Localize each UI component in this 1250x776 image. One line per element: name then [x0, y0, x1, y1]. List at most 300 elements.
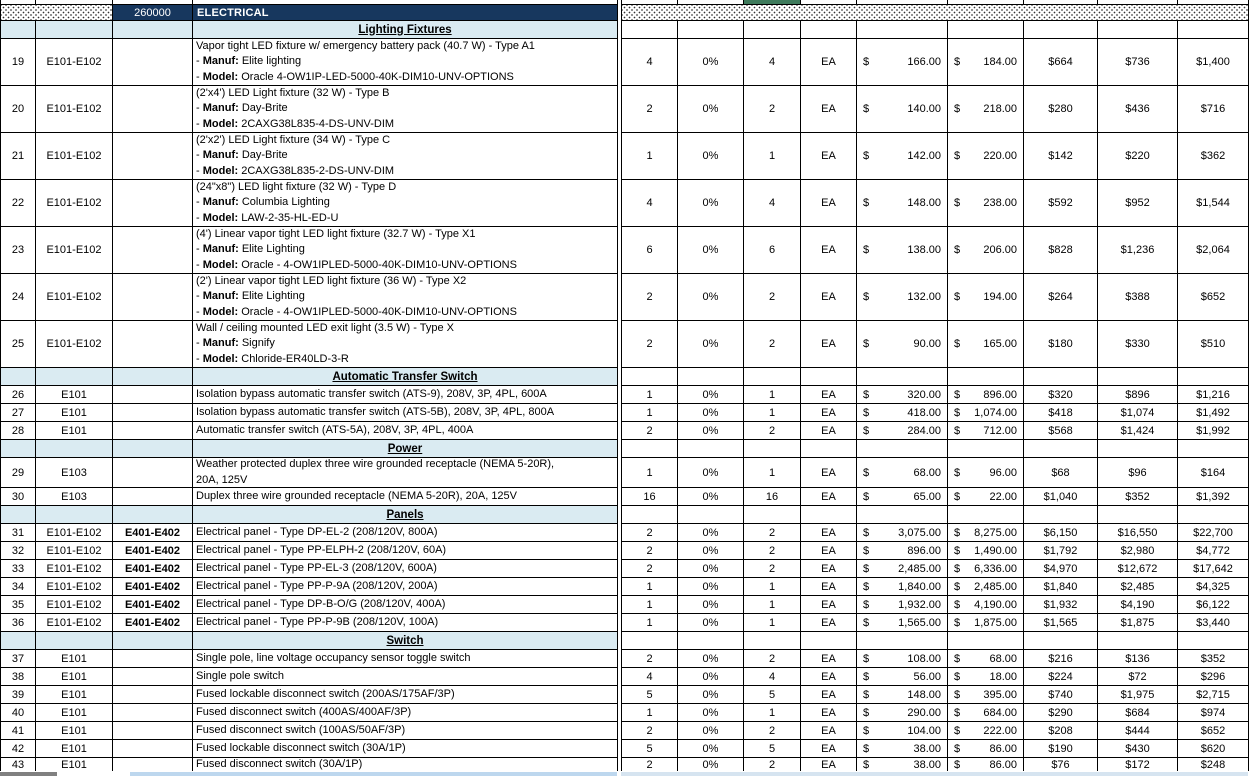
cell-sheet-ref[interactable]: E101-E102 [36, 39, 113, 86]
cell-row-number[interactable]: 29 [1, 458, 36, 488]
cell-row-number[interactable]: 25 [1, 321, 36, 368]
cell-line-total[interactable]: $1,400 [1178, 39, 1249, 86]
empty-cell[interactable] [801, 632, 857, 650]
cell-waste-pct[interactable]: 0% [678, 596, 744, 614]
cell-material-unit-cost[interactable] [857, 180, 948, 227]
cell-material-total[interactable]: $1,040 [1024, 488, 1098, 506]
empty-cell[interactable] [857, 21, 948, 39]
cell-unit[interactable]: EA [801, 321, 857, 368]
empty-cell[interactable] [744, 440, 801, 458]
cell-description[interactable] [193, 758, 618, 772]
empty-cell[interactable] [948, 632, 1024, 650]
cell-labor-unit-cost[interactable] [948, 578, 1024, 596]
cell-labor-unit-cost[interactable] [948, 404, 1024, 422]
cell-row-number[interactable]: 23 [1, 227, 36, 274]
cell-description[interactable] [193, 524, 618, 542]
cell-sheet-ref[interactable]: E101 [36, 650, 113, 668]
empty-cell[interactable] [801, 440, 857, 458]
cell-qty[interactable]: 2 [622, 524, 678, 542]
cell-sheet-ref[interactable]: E101 [36, 422, 113, 440]
cell-qty[interactable]: 1 [622, 596, 678, 614]
cell-total-qty[interactable]: 2 [744, 560, 801, 578]
cell-description[interactable] [193, 404, 618, 422]
cell-panel-ref[interactable] [113, 368, 193, 386]
cell-labor-total[interactable]: $220 [1098, 133, 1178, 180]
cell-labor-unit-cost[interactable] [948, 704, 1024, 722]
cell-line-total[interactable]: $4,325 [1178, 578, 1249, 596]
cell-sheet-ref[interactable]: E101-E102 [36, 133, 113, 180]
cell-waste-pct[interactable]: 0% [678, 133, 744, 180]
cell-waste-pct[interactable]: 0% [678, 86, 744, 133]
cell-row-number[interactable]: 21 [1, 133, 36, 180]
empty-cell[interactable] [1178, 506, 1249, 524]
cell-waste-pct[interactable]: 0% [678, 488, 744, 506]
cell-panel-ref[interactable] [113, 133, 193, 180]
cell-unit[interactable]: EA [801, 404, 857, 422]
cell-row-number[interactable]: 39 [1, 686, 36, 704]
cell-sheet-ref[interactable]: E101-E102 [36, 274, 113, 321]
cell-row-number[interactable]: 22 [1, 180, 36, 227]
cell-waste-pct[interactable]: 0% [678, 458, 744, 488]
cell-unit[interactable]: EA [801, 704, 857, 722]
cell-waste-pct[interactable]: 0% [678, 274, 744, 321]
empty-cell[interactable] [1098, 506, 1178, 524]
cell-material-total[interactable]: $76 [1024, 758, 1098, 772]
empty-cell[interactable] [622, 368, 678, 386]
empty-cell[interactable] [622, 440, 678, 458]
cell-labor-unit-cost[interactable] [948, 524, 1024, 542]
cell-sheet-ref[interactable]: E101-E102 [36, 542, 113, 560]
cell-waste-pct[interactable]: 0% [678, 180, 744, 227]
cell-material-unit-cost[interactable] [857, 524, 948, 542]
cell-sheet-ref[interactable]: E101-E102 [36, 524, 113, 542]
cell-waste-pct[interactable]: 0% [678, 758, 744, 772]
empty-cell[interactable] [1098, 632, 1178, 650]
cell-sheet-ref[interactable] [36, 21, 113, 39]
cell-waste-pct[interactable]: 0% [678, 668, 744, 686]
cell-total-qty[interactable]: 1 [744, 704, 801, 722]
cell-total-qty[interactable]: 2 [744, 722, 801, 740]
cell-material-total[interactable]: $6,150 [1024, 524, 1098, 542]
cell-material-total[interactable]: $1,932 [1024, 596, 1098, 614]
cell-panel-ref[interactable] [113, 404, 193, 422]
empty-cell[interactable] [1178, 632, 1249, 650]
cell-description[interactable] [193, 422, 618, 440]
cell-description[interactable] [193, 386, 618, 404]
cell-unit[interactable]: EA [801, 133, 857, 180]
section-title[interactable]: Switch [193, 632, 618, 650]
cell-material-unit-cost[interactable] [857, 86, 948, 133]
cell-material-total[interactable]: $208 [1024, 722, 1098, 740]
cell-description[interactable] [193, 650, 618, 668]
cell-labor-total[interactable]: $12,672 [1098, 560, 1178, 578]
cell-unit[interactable]: EA [801, 422, 857, 440]
cell-material-total[interactable]: $1,840 [1024, 578, 1098, 596]
cell-labor-total[interactable]: $684 [1098, 704, 1178, 722]
cell-panel-ref[interactable] [113, 274, 193, 321]
cell-row-number[interactable] [1, 506, 36, 524]
empty-cell[interactable] [1098, 368, 1178, 386]
cell-total-qty[interactable]: 2 [744, 422, 801, 440]
empty-cell[interactable] [857, 440, 948, 458]
empty-cell[interactable] [857, 506, 948, 524]
empty-cell[interactable] [1024, 632, 1098, 650]
cell-labor-total[interactable]: $1,074 [1098, 404, 1178, 422]
cell-labor-total[interactable]: $2,485 [1098, 578, 1178, 596]
cell-waste-pct[interactable]: 0% [678, 39, 744, 86]
cell-labor-unit-cost[interactable] [948, 227, 1024, 274]
cell-labor-total[interactable]: $72 [1098, 668, 1178, 686]
cell-row-number[interactable] [1, 21, 36, 39]
cell-panel-ref[interactable] [113, 21, 193, 39]
cell-waste-pct[interactable]: 0% [678, 740, 744, 758]
cell-labor-unit-cost[interactable] [948, 722, 1024, 740]
cell-qty[interactable]: 2 [622, 758, 678, 772]
cell-line-total[interactable]: $974 [1178, 704, 1249, 722]
cell-description[interactable] [193, 39, 618, 86]
cell-panel-ref[interactable] [113, 386, 193, 404]
cell-material-unit-cost[interactable] [857, 560, 948, 578]
cell-material-total[interactable]: $142 [1024, 133, 1098, 180]
cell-waste-pct[interactable]: 0% [678, 404, 744, 422]
empty-cell[interactable] [948, 368, 1024, 386]
cost-code-cell[interactable]: 260000 [113, 5, 193, 21]
cell-total-qty[interactable]: 1 [744, 578, 801, 596]
cell-sheet-ref[interactable]: E103 [36, 488, 113, 506]
cell-labor-unit-cost[interactable] [948, 668, 1024, 686]
cell-qty[interactable]: 2 [622, 560, 678, 578]
cell-qty[interactable]: 2 [622, 542, 678, 560]
cell-unit[interactable]: EA [801, 596, 857, 614]
cell-row-number[interactable]: 20 [1, 86, 36, 133]
cell-total-qty[interactable]: 1 [744, 596, 801, 614]
cell-row-number[interactable]: 43 [1, 758, 36, 772]
cell-total-qty[interactable]: 5 [744, 686, 801, 704]
cell-row-number[interactable]: 19 [1, 39, 36, 86]
cell-qty[interactable]: 4 [622, 668, 678, 686]
cell-qty[interactable]: 1 [622, 404, 678, 422]
cell-row-number[interactable] [1, 632, 36, 650]
cell-sheet-ref[interactable]: E101 [36, 404, 113, 422]
cell-sheet-ref[interactable]: E101 [36, 704, 113, 722]
cell-total-qty[interactable]: 1 [744, 458, 801, 488]
cell-total-qty[interactable]: 2 [744, 650, 801, 668]
cell-material-total[interactable]: $664 [1024, 39, 1098, 86]
cell-labor-total[interactable]: $96 [1098, 458, 1178, 488]
cell-material-total[interactable]: $4,970 [1024, 560, 1098, 578]
cell-line-total[interactable]: $296 [1178, 668, 1249, 686]
cell-row-number[interactable]: 34 [1, 578, 36, 596]
division-title-cell[interactable]: ELECTRICAL [193, 5, 618, 21]
cell-line-total[interactable]: $22,700 [1178, 524, 1249, 542]
cell-qty[interactable]: 1 [622, 386, 678, 404]
cell-total-qty[interactable]: 2 [744, 86, 801, 133]
cell-waste-pct[interactable]: 0% [678, 524, 744, 542]
cell-panel-ref[interactable] [113, 506, 193, 524]
cell-material-total[interactable]: $290 [1024, 704, 1098, 722]
cell-description[interactable] [193, 596, 618, 614]
cell-row-number[interactable]: 26 [1, 386, 36, 404]
empty-cell[interactable] [948, 21, 1024, 39]
cell-total-qty[interactable]: 5 [744, 740, 801, 758]
cell-sheet-ref[interactable]: E101 [36, 722, 113, 740]
cell-material-total[interactable]: $568 [1024, 422, 1098, 440]
cell-material-unit-cost[interactable] [857, 488, 948, 506]
empty-cell[interactable] [801, 506, 857, 524]
cell-material-total[interactable]: $1,565 [1024, 614, 1098, 632]
cell-qty[interactable]: 2 [622, 422, 678, 440]
cell-sheet-ref[interactable]: E101 [36, 686, 113, 704]
cell-labor-unit-cost[interactable] [948, 321, 1024, 368]
cell-qty[interactable]: 5 [622, 686, 678, 704]
cell-panel-ref[interactable] [113, 321, 193, 368]
empty-cell[interactable] [948, 440, 1024, 458]
cell-qty[interactable]: 1 [622, 578, 678, 596]
cell-row-number[interactable]: 27 [1, 404, 36, 422]
cell-row-number[interactable]: 37 [1, 650, 36, 668]
cell-material-total[interactable]: $190 [1024, 740, 1098, 758]
cell-unit[interactable]: EA [801, 578, 857, 596]
cell-material-unit-cost[interactable] [857, 686, 948, 704]
cell-line-total[interactable]: $2,715 [1178, 686, 1249, 704]
cell-qty[interactable]: 4 [622, 180, 678, 227]
cell-unit[interactable]: EA [801, 758, 857, 772]
cell-labor-unit-cost[interactable] [948, 39, 1024, 86]
cell-unit[interactable]: EA [801, 488, 857, 506]
cell-sheet-ref[interactable]: E101-E102 [36, 86, 113, 133]
cell-description[interactable] [193, 704, 618, 722]
cell-qty[interactable]: 16 [622, 488, 678, 506]
cell-panel-ref[interactable] [113, 758, 193, 772]
cell-row-number[interactable]: 38 [1, 668, 36, 686]
cell-waste-pct[interactable]: 0% [678, 542, 744, 560]
cell-qty[interactable]: 2 [622, 722, 678, 740]
cell-material-unit-cost[interactable] [857, 274, 948, 321]
cell-panel-ref[interactable] [113, 650, 193, 668]
cell-line-total[interactable]: $716 [1178, 86, 1249, 133]
cell-total-qty[interactable]: 2 [744, 274, 801, 321]
cell-waste-pct[interactable]: 0% [678, 560, 744, 578]
cell-sheet-ref[interactable]: E101-E102 [36, 596, 113, 614]
cell-labor-unit-cost[interactable] [948, 686, 1024, 704]
cell-labor-total[interactable]: $330 [1098, 321, 1178, 368]
empty-cell[interactable] [857, 632, 948, 650]
cell-total-qty[interactable]: 1 [744, 614, 801, 632]
cell-material-unit-cost[interactable] [857, 740, 948, 758]
cell-row-number[interactable]: 40 [1, 704, 36, 722]
cell-line-total[interactable]: $352 [1178, 650, 1249, 668]
cell-panel-ref[interactable]: E401-E402 [113, 560, 193, 578]
cell-material-unit-cost[interactable] [857, 704, 948, 722]
cell-row-number[interactable]: 24 [1, 274, 36, 321]
empty-cell[interactable] [744, 21, 801, 39]
empty-cell[interactable] [744, 506, 801, 524]
empty-cell[interactable] [622, 21, 678, 39]
cell-labor-unit-cost[interactable] [948, 758, 1024, 772]
cell-sheet-ref[interactable]: E101 [36, 386, 113, 404]
cell-sheet-ref[interactable]: E101-E102 [36, 180, 113, 227]
cell-qty[interactable]: 1 [622, 133, 678, 180]
cell-labor-unit-cost[interactable] [948, 650, 1024, 668]
cell-line-total[interactable]: $1,392 [1178, 488, 1249, 506]
cell-qty[interactable]: 2 [622, 321, 678, 368]
cell-panel-ref[interactable] [113, 632, 193, 650]
cell-description[interactable] [193, 668, 618, 686]
cell-waste-pct[interactable]: 0% [678, 722, 744, 740]
empty-cell[interactable] [678, 368, 744, 386]
empty-cell[interactable] [857, 368, 948, 386]
cell-material-total[interactable]: $216 [1024, 650, 1098, 668]
cell-unit[interactable]: EA [801, 458, 857, 488]
cell-line-total[interactable]: $17,642 [1178, 560, 1249, 578]
cell-panel-ref[interactable]: E401-E402 [113, 578, 193, 596]
cell-labor-total[interactable]: $1,875 [1098, 614, 1178, 632]
empty-cell[interactable] [678, 21, 744, 39]
cell-material-unit-cost[interactable] [857, 422, 948, 440]
cell-labor-total[interactable]: $436 [1098, 86, 1178, 133]
cell-line-total[interactable]: $164 [1178, 458, 1249, 488]
cell-description[interactable] [193, 321, 618, 368]
cell-labor-total[interactable]: $388 [1098, 274, 1178, 321]
empty-cell[interactable] [1178, 440, 1249, 458]
cell-labor-unit-cost[interactable] [948, 596, 1024, 614]
cell-material-unit-cost[interactable] [857, 596, 948, 614]
cell-waste-pct[interactable]: 0% [678, 422, 744, 440]
empty-cell[interactable] [1178, 21, 1249, 39]
cell-labor-unit-cost[interactable] [948, 386, 1024, 404]
cell-sheet-ref[interactable]: E101-E102 [36, 614, 113, 632]
cell-material-unit-cost[interactable] [857, 542, 948, 560]
cell-sheet-ref[interactable] [36, 440, 113, 458]
cell-waste-pct[interactable]: 0% [678, 578, 744, 596]
cell-total-qty[interactable]: 16 [744, 488, 801, 506]
empty-cell[interactable] [801, 368, 857, 386]
cell-panel-ref[interactable] [113, 488, 193, 506]
empty-cell[interactable] [1024, 440, 1098, 458]
cell-material-total[interactable]: $1,792 [1024, 542, 1098, 560]
cell-labor-unit-cost[interactable] [948, 422, 1024, 440]
cell-row-number[interactable]: 32 [1, 542, 36, 560]
cell-material-total[interactable]: $828 [1024, 227, 1098, 274]
cell-waste-pct[interactable]: 0% [678, 704, 744, 722]
empty-cell[interactable] [1098, 440, 1178, 458]
cell-total-qty[interactable]: 4 [744, 668, 801, 686]
cell-unit[interactable]: EA [801, 524, 857, 542]
cell-row-number[interactable]: 41 [1, 722, 36, 740]
cell-material-total[interactable]: $264 [1024, 274, 1098, 321]
cell-material-unit-cost[interactable] [857, 758, 948, 772]
cell-waste-pct[interactable]: 0% [678, 227, 744, 274]
cell-labor-unit-cost[interactable] [948, 274, 1024, 321]
cell-row-number[interactable]: 31 [1, 524, 36, 542]
cell-labor-total[interactable]: $444 [1098, 722, 1178, 740]
cell-labor-total[interactable]: $1,975 [1098, 686, 1178, 704]
cell-material-unit-cost[interactable] [857, 386, 948, 404]
cell-waste-pct[interactable]: 0% [678, 614, 744, 632]
cell-panel-ref[interactable]: E401-E402 [113, 524, 193, 542]
cell-row-number[interactable]: 36 [1, 614, 36, 632]
cell-line-total[interactable]: $620 [1178, 740, 1249, 758]
cell-description[interactable] [193, 542, 618, 560]
cell-qty[interactable]: 1 [622, 458, 678, 488]
cell-unit[interactable]: EA [801, 227, 857, 274]
cell-panel-ref[interactable] [113, 722, 193, 740]
cell-labor-total[interactable]: $16,550 [1098, 524, 1178, 542]
cell-labor-total[interactable]: $1,424 [1098, 422, 1178, 440]
cell-unit[interactable]: EA [801, 386, 857, 404]
cell-material-total[interactable]: $224 [1024, 668, 1098, 686]
cell-labor-unit-cost[interactable] [948, 458, 1024, 488]
cell-material-unit-cost[interactable] [857, 614, 948, 632]
cell-unit[interactable]: EA [801, 614, 857, 632]
cell-line-total[interactable]: $4,772 [1178, 542, 1249, 560]
cell-labor-unit-cost[interactable] [948, 740, 1024, 758]
cell-labor-unit-cost[interactable] [948, 542, 1024, 560]
cell-description[interactable] [193, 614, 618, 632]
cell-panel-ref[interactable] [113, 422, 193, 440]
empty-cell[interactable] [1024, 506, 1098, 524]
section-title[interactable]: Power [193, 440, 618, 458]
cell-unit[interactable]: EA [801, 180, 857, 227]
cell-panel-ref[interactable]: E401-E402 [113, 542, 193, 560]
cell-description[interactable] [193, 458, 618, 488]
cell-qty[interactable]: 5 [622, 740, 678, 758]
cell-labor-total[interactable]: $736 [1098, 39, 1178, 86]
empty-cell[interactable] [678, 506, 744, 524]
cell-panel-ref[interactable] [113, 39, 193, 86]
cell-labor-total[interactable]: $952 [1098, 180, 1178, 227]
hatch-pattern-right[interactable] [622, 5, 1249, 21]
cell-sheet-ref[interactable] [36, 368, 113, 386]
cell-description[interactable] [193, 488, 618, 506]
cell-row-number[interactable]: 42 [1, 740, 36, 758]
cell-total-qty[interactable]: 4 [744, 180, 801, 227]
cell-sheet-ref[interactable] [36, 506, 113, 524]
cell-panel-ref[interactable] [113, 440, 193, 458]
cell-labor-total[interactable]: $172 [1098, 758, 1178, 772]
cell-unit[interactable]: EA [801, 740, 857, 758]
cell-material-unit-cost[interactable] [857, 227, 948, 274]
empty-cell[interactable] [1024, 368, 1098, 386]
cell-line-total[interactable]: $248 [1178, 758, 1249, 772]
cell-row-number[interactable] [1, 368, 36, 386]
cell-line-total[interactable]: $652 [1178, 722, 1249, 740]
cell-material-unit-cost[interactable] [857, 321, 948, 368]
cell-description[interactable] [193, 227, 618, 274]
cell-labor-total[interactable]: $1,236 [1098, 227, 1178, 274]
empty-cell[interactable] [744, 632, 801, 650]
cell-total-qty[interactable]: 2 [744, 321, 801, 368]
cell-row-number[interactable]: 28 [1, 422, 36, 440]
cell-line-total[interactable]: $510 [1178, 321, 1249, 368]
cell-total-qty[interactable]: 6 [744, 227, 801, 274]
cell-material-unit-cost[interactable] [857, 650, 948, 668]
cell-waste-pct[interactable]: 0% [678, 650, 744, 668]
cell-labor-total[interactable]: $2,980 [1098, 542, 1178, 560]
cell-material-total[interactable]: $418 [1024, 404, 1098, 422]
cell-material-total[interactable]: $180 [1024, 321, 1098, 368]
cell-panel-ref[interactable]: E401-E402 [113, 614, 193, 632]
cell-panel-ref[interactable] [113, 740, 193, 758]
cell-sheet-ref[interactable]: E101-E102 [36, 227, 113, 274]
cell-line-total[interactable]: $362 [1178, 133, 1249, 180]
cell-description[interactable] [193, 560, 618, 578]
cell-panel-ref[interactable] [113, 668, 193, 686]
cell-labor-unit-cost[interactable] [948, 86, 1024, 133]
cell-line-total[interactable]: $6,122 [1178, 596, 1249, 614]
cell-total-qty[interactable]: 1 [744, 133, 801, 180]
cell-unit[interactable]: EA [801, 686, 857, 704]
